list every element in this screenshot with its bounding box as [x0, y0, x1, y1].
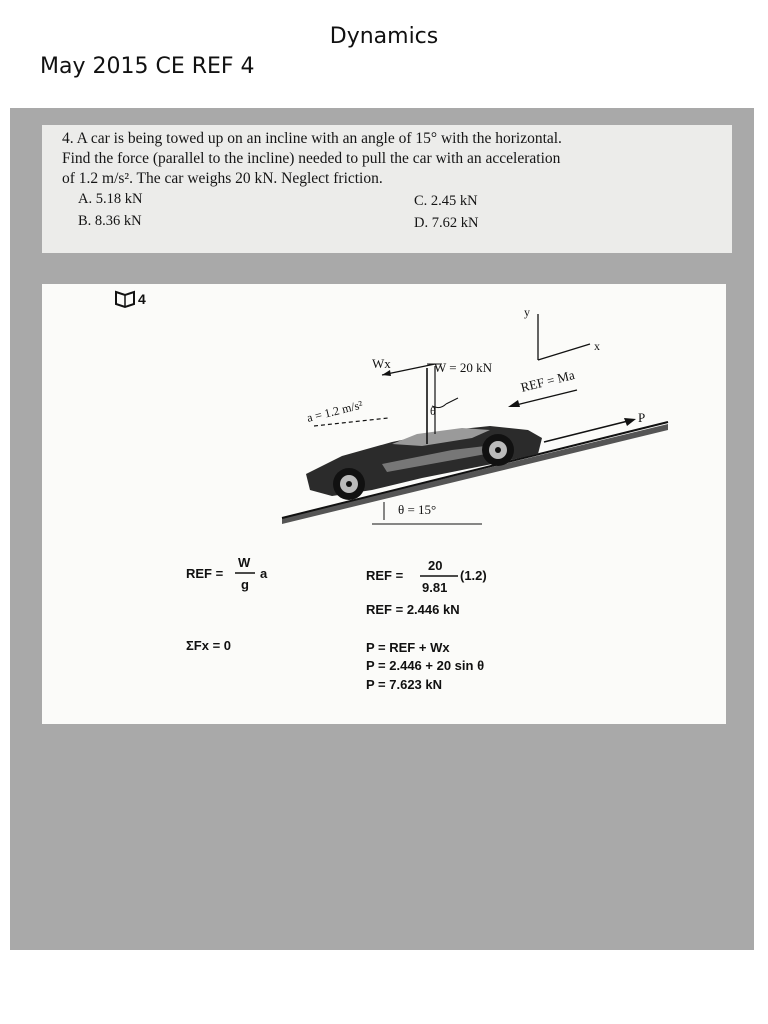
p-equation-1: P = REF + Wx — [366, 640, 450, 655]
question-line-1: 4. A car is being towed up on an incline with an angle of 15° with the horizontal. — [62, 130, 562, 147]
eq-ref-lhs: REF = — [186, 566, 224, 581]
weight-label: W = 20 kN — [434, 360, 493, 375]
page-subtitle: May 2015 CE REF 4 — [40, 54, 255, 79]
pull-force-label: P — [638, 410, 646, 425]
eq-ref-sub-num: 20 — [428, 558, 443, 573]
axis-x-label: x — [594, 339, 600, 353]
wx-label: Wx — [372, 356, 391, 371]
question-card — [42, 125, 732, 253]
choice-d: D. 7.62 kN — [414, 215, 479, 231]
book-icon — [116, 292, 134, 307]
question-line-2: Find the force (parallel to the incline) needed to pull the car with an acceleration — [62, 150, 561, 167]
eq-ref-num: W — [238, 555, 251, 570]
choice-c: C. 2.45 kN — [414, 193, 478, 209]
choice-b: B. 8.36 kN — [78, 213, 142, 229]
page-title: Dynamics — [329, 24, 439, 49]
eq-ref-sub-tail: (1.2) — [460, 568, 487, 583]
eq-ref-tail: a — [260, 566, 268, 581]
acceleration-label: a = 1.2 m/s² — [305, 397, 365, 425]
eq-ref-den: g — [241, 577, 249, 592]
p-equation-3: P = 7.623 kN — [366, 677, 443, 692]
eq-ref-sub-lhs: REF = — [366, 568, 404, 583]
eq-ref-sub-den: 9.81 — [422, 580, 448, 595]
question-line-3: of 1.2 m/s². The car weighs 20 kN. Neglect friction. — [62, 170, 383, 187]
ref-result: REF = 2.446 kN — [366, 602, 460, 617]
choice-a: A. 5.18 kN — [78, 191, 143, 207]
ref-label: REF = Ma — [519, 367, 577, 395]
theta-symbol: θ — [430, 404, 436, 418]
angle-label: θ = 15° — [398, 502, 437, 517]
ref-arrow — [508, 390, 577, 407]
sum-fx: ΣFx = 0 — [186, 638, 232, 653]
solution-figure — [42, 284, 726, 724]
solution-card — [42, 284, 726, 724]
p-equation-2: P = 2.446 + 20 sin θ — [366, 658, 485, 673]
solution-number: 4 — [138, 291, 146, 307]
axes-diagram — [538, 314, 590, 360]
axis-y-label: y — [524, 305, 530, 319]
